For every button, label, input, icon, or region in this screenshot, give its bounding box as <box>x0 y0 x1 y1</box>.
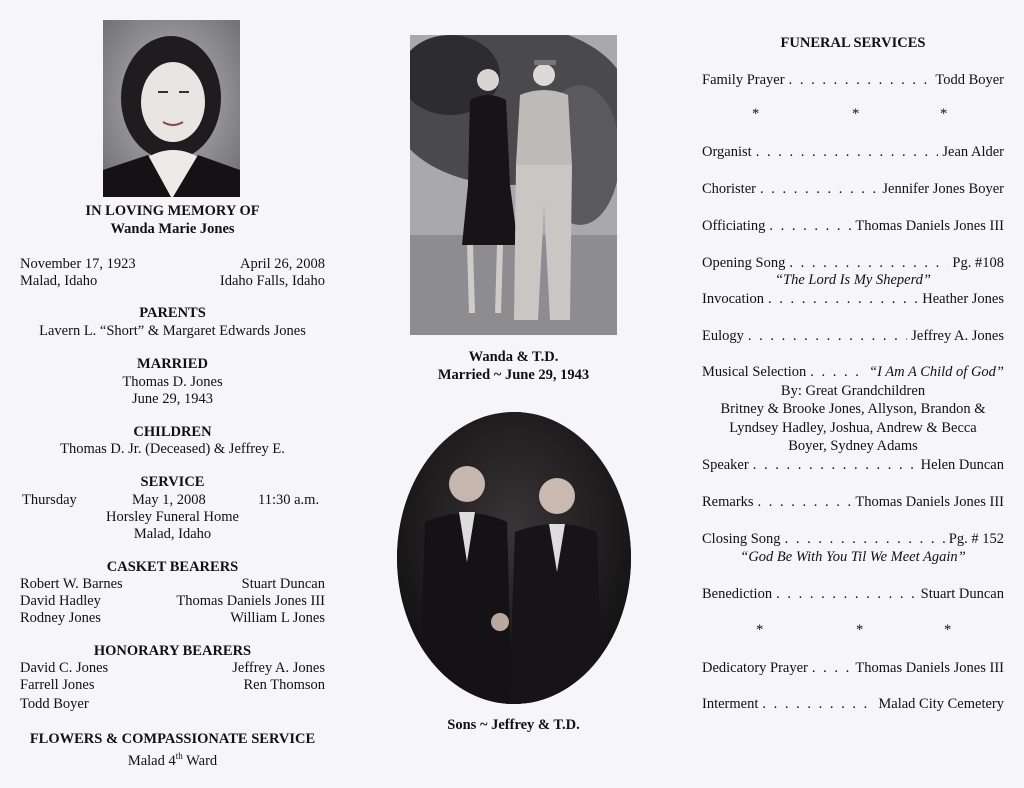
program-item-closing-song: Closing Song . . . Pg. # 152 <box>702 531 1004 548</box>
death-date: April 26, 2008 <box>240 256 325 272</box>
program-item-officiating: Officiating . . . Thomas Daniels Jones III <box>702 218 1004 235</box>
sons-caption: Sons ~ Jeffrey & T.D. <box>447 717 580 733</box>
birth-death-places <box>20 273 325 290</box>
musical-performers-line: Boyer, Sydney Adams <box>788 438 918 454</box>
list-item: Jeffrey A. Jones <box>232 660 325 676</box>
service-day: Thursday <box>22 492 77 508</box>
flowers-ward: Malad 4th Ward <box>127 751 218 769</box>
birth-date: November 17, 1923 <box>20 256 136 272</box>
separator-star: * <box>752 106 760 122</box>
married-date: June 29, 1943 <box>132 391 213 407</box>
list-item: Robert W. Barnes <box>20 576 123 592</box>
musical-selection-by: By: Great Grandchildren <box>780 383 926 399</box>
children-heading: CHILDREN <box>133 424 212 440</box>
portrait-photo <box>103 20 240 197</box>
casket-bearers-list <box>20 576 325 628</box>
program-item-eulogy: Eulogy . . . Jeffrey A. Jones <box>702 328 1004 345</box>
separator-star: * <box>856 622 864 638</box>
separator-star: * <box>852 106 860 122</box>
musical-performers-line: Britney & Brooke Jones, Allyson, Brandon & <box>720 401 986 417</box>
separator-star: * <box>756 622 764 638</box>
children-names: Thomas D. Jr. (Deceased) & Jeffrey E. <box>60 441 285 457</box>
program-item-family-prayer: Family Prayer . . . Todd Boyer <box>702 72 1004 89</box>
flowers-heading: FLOWERS & COMPASSIONATE SERVICE <box>29 731 316 747</box>
program-item-chorister: Chorister . . . Jennifer Jones Boyer <box>702 181 1004 198</box>
program-item-musical-selection: Musical Selection . . . “I Am A Child of God” <box>702 364 1004 381</box>
program-item-remarks: Remarks . . . Thomas Daniels Jones III <box>702 494 1004 511</box>
list-item: David C. Jones <box>20 660 109 676</box>
death-place: Idaho Falls, Idaho <box>219 273 325 289</box>
program-item-organist: Organist . . . Jean Alder <box>702 144 1004 161</box>
program-item-benediction: Benediction . . . Stuart Duncan <box>702 586 1004 603</box>
program-item-interment: Interment . . . Malad City Cemetery <box>702 696 1004 713</box>
service-info-row <box>20 492 325 509</box>
casket-bearers-heading: CASKET BEARERS <box>106 559 239 575</box>
list-item: Stuart Duncan <box>241 576 325 592</box>
list-item: David Hadley <box>20 593 101 609</box>
program-item-invocation: Invocation . . . Heather Jones <box>702 291 1004 308</box>
program-item-speaker: Speaker . . . Helen Duncan <box>702 457 1004 474</box>
list-item: Ren Thomson <box>243 677 325 693</box>
wedding-photo <box>410 35 617 335</box>
list-item: William L Jones <box>230 610 325 626</box>
list-item: Thomas Daniels Jones III <box>176 593 325 609</box>
deceased-name: Wanda Marie Jones <box>110 221 235 237</box>
service-location: Horsley Funeral Home <box>106 509 239 525</box>
honorary-bearers-list <box>20 660 325 714</box>
list-item: Todd Boyer <box>20 696 89 712</box>
opening-song-title: “The Lord Is My Sheperd” <box>774 272 931 288</box>
funeral-services-heading: FUNERAL SERVICES <box>780 35 926 51</box>
birth-death-dates <box>20 256 325 273</box>
separator-star: * <box>940 106 948 122</box>
birth-place: Malad, Idaho <box>20 273 98 289</box>
service-heading: SERVICE <box>140 474 205 490</box>
married-heading: MARRIED <box>137 356 208 372</box>
honorary-bearers-heading: HONORARY BEARERS <box>93 643 252 659</box>
list-item: Farrell Jones <box>20 677 95 693</box>
married-name: Thomas D. Jones <box>122 374 223 390</box>
service-time: 11:30 a.m. <box>258 492 320 508</box>
list-item: Rodney Jones <box>20 610 101 626</box>
wedding-caption-line2: Married ~ June 29, 1943 <box>437 367 590 383</box>
program-item-dedicatory-prayer: Dedicatory Prayer . . . Thomas Daniels Jones III <box>702 660 1004 677</box>
parents-names: Lavern L. “Short” & Margaret Edwards Jones <box>39 323 306 339</box>
parents-heading: PARENTS <box>139 305 206 321</box>
musical-performers-line: Lyndsey Hadley, Joshua, Andrew & Becca <box>729 420 977 436</box>
wedding-caption-line1: Wanda & T.D. <box>468 349 559 365</box>
memory-heading: IN LOVING MEMORY OF <box>85 203 260 219</box>
service-date: May 1, 2008 <box>132 492 206 508</box>
service-city: Malad, Idaho <box>133 526 212 542</box>
separator-star: * <box>944 622 952 638</box>
sons-photo <box>397 412 631 704</box>
closing-song-title: “God Be With You Til We Meet Again” <box>740 549 966 565</box>
program-item-opening-song: Opening Song . . . Pg. #108 <box>702 255 1004 272</box>
